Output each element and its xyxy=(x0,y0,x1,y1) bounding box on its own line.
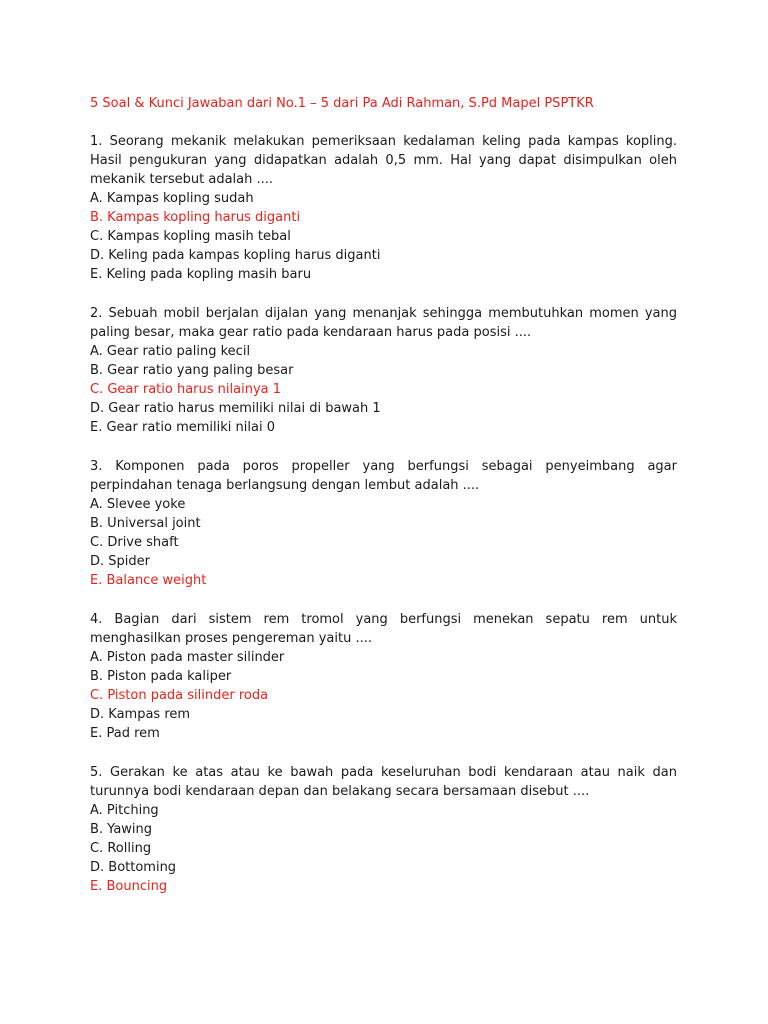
question-stem: 1. Seorang mekanik melakukan pemeriksaan kedalaman keling pada kampas kopling. Hasil pengukuran yang didapatkan adalah 0,5 mm. Hal yang dapat disimpulkan oleh mekanik tersebut adalah .... xyxy=(90,134,677,187)
option-e: E. Pad rem xyxy=(90,726,160,741)
question-4 xyxy=(90,610,677,743)
option-a: A. Piston pada master silinder xyxy=(90,650,285,665)
option-d: D. Bottoming xyxy=(90,860,177,875)
option-e-correct-answer: E. Balance weight xyxy=(90,573,207,588)
option-c: C. Rolling xyxy=(90,841,152,856)
question-stem: 2. Sebuah mobil berjalan dijalan yang menanjak sehingga membutuhkan momen yang paling besar, maka gear ratio pada kendaraan harus pada posisi .... xyxy=(90,306,677,340)
option-d: D. Spider xyxy=(90,554,150,569)
question-1 xyxy=(90,132,677,284)
option-a: A. Gear ratio paling kecil xyxy=(90,344,251,359)
question-stem: 3. Komponen pada poros propeller yang berfungsi sebagai penyeimbang agar perpindahan tenaga berlangsung dengan lembut adalah .... xyxy=(90,459,677,493)
option-c-correct-answer: C. Gear ratio harus nilainya 1 xyxy=(90,382,282,397)
option-b-correct-answer: B. Kampas kopling harus diganti xyxy=(90,210,301,225)
question-5 xyxy=(90,763,677,896)
option-d: D. Gear ratio harus memiliki nilai di bawah 1 xyxy=(90,401,381,416)
option-a: A. Pitching xyxy=(90,803,159,818)
option-b: B. Piston pada kaliper xyxy=(90,669,232,684)
option-e: E. Gear ratio memiliki nilai 0 xyxy=(90,420,275,435)
option-e-correct-answer: E. Bouncing xyxy=(90,879,168,894)
option-c: C. Kampas kopling masih tebal xyxy=(90,229,291,244)
option-e: E. Keling pada kopling masih baru xyxy=(90,267,312,282)
option-b: B. Gear ratio yang paling besar xyxy=(90,363,294,378)
option-b: B. Universal joint xyxy=(90,516,201,531)
option-a: A. Slevee yoke xyxy=(90,497,186,512)
document-content xyxy=(90,94,677,896)
option-a: A. Kampas kopling sudah xyxy=(90,191,254,206)
option-d: D. Kampas rem xyxy=(90,707,191,722)
question-stem: 4. Bagian dari sistem rem tromol yang berfungsi menekan sepatu rem untuk menghasilkan proses pengereman yaitu .... xyxy=(90,612,677,646)
option-d: D. Keling pada kampas kopling harus diganti xyxy=(90,248,381,263)
document-title: 5 Soal & Kunci Jawaban dari No.1 – 5 dari Pa Adi Rahman, S.Pd Mapel PSPTKR xyxy=(90,96,594,111)
option-b: B. Yawing xyxy=(90,822,153,837)
option-c: C. Drive shaft xyxy=(90,535,179,550)
question-3 xyxy=(90,457,677,590)
option-c-correct-answer: C. Piston pada silinder roda xyxy=(90,688,269,703)
question-stem: 5. Gerakan ke atas atau ke bawah pada keseluruhan bodi kendaraan atau naik dan turunnya bodi kendaraan depan dan belakang secara bersamaan disebut .... xyxy=(90,765,677,799)
question-2 xyxy=(90,304,677,437)
